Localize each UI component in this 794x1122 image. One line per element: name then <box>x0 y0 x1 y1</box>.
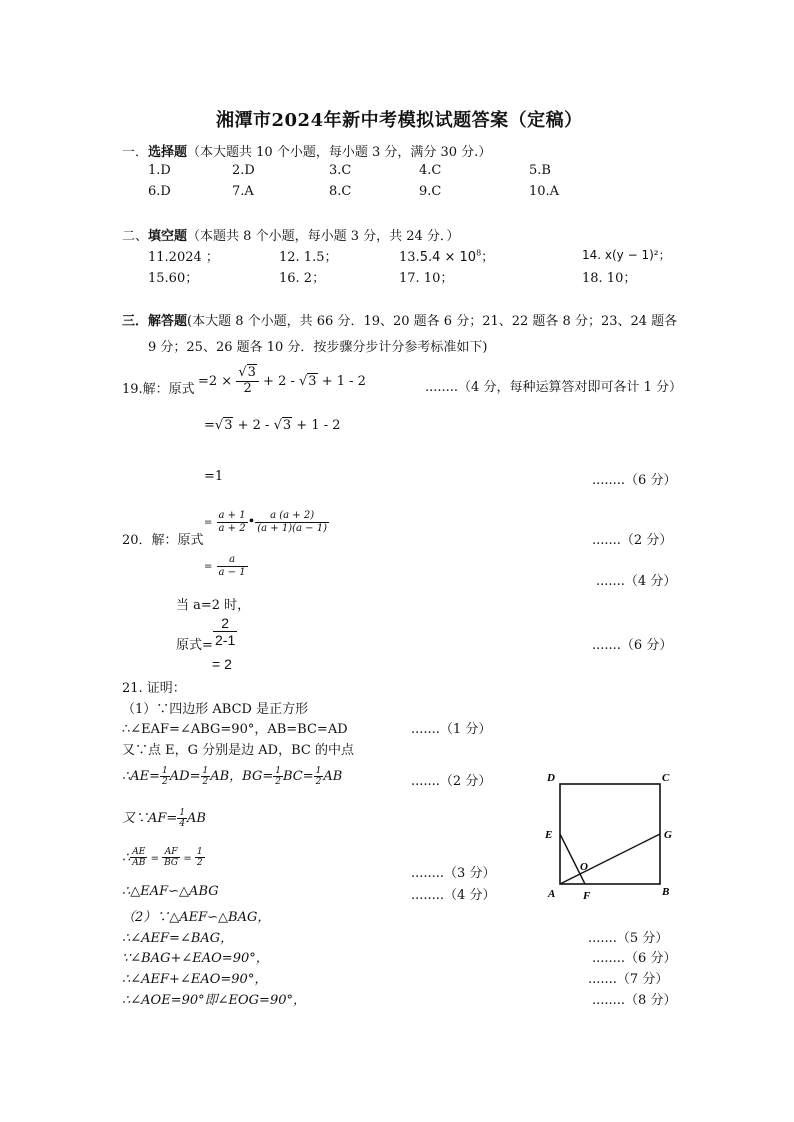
answer-2: 2.D <box>232 163 255 178</box>
answer-12: 12. 1.5； <box>279 250 338 265</box>
q21-p6 <box>122 847 205 869</box>
q21-half-2-den: 2 <box>202 777 209 787</box>
q20-f2-num: a (a + 2) <box>255 510 329 523</box>
q20-f4-num: 2 <box>213 615 237 632</box>
q20-eq2: = <box>204 561 213 573</box>
q21-p6-f3-num: 1 <box>196 847 203 857</box>
q20-f3-den: a − 1 <box>218 566 246 578</box>
section1-heading <box>122 141 491 160</box>
answer-13-exponent: 8 <box>476 248 482 258</box>
q21-p6-f2 <box>162 847 180 869</box>
q20-f4-den: 2-1 <box>215 632 236 649</box>
q19-line1: =2 × $\frac{√3}{2}$ + 2 - √3 + 1 - 2 <box>198 365 366 396</box>
label-o: O <box>580 861 588 873</box>
answer-15: 15.60； <box>148 271 199 286</box>
square-figure <box>538 768 688 904</box>
q20-when: 当 a=2 时， <box>176 598 251 613</box>
answer-18: 18. 10； <box>582 271 637 286</box>
answer-10: 10.A <box>529 184 560 199</box>
q21-p5-b: AB <box>187 811 206 826</box>
q21-p4-d: BC= <box>282 769 314 784</box>
q19-fraction-num: √3 <box>236 366 259 382</box>
q19-score2: ........（6 分） <box>592 473 677 488</box>
q20-line1 <box>204 510 329 534</box>
q21-p6-f2-num: AF <box>162 847 180 858</box>
q21-p2-score: .......（1 分） <box>411 722 492 737</box>
q21-half-2-num: 1 <box>202 765 209 776</box>
q20-fraction2 <box>255 510 329 534</box>
q19-l1-pre: =2 × <box>198 373 237 389</box>
q20-dot: • <box>247 514 256 530</box>
label-e: E <box>545 829 553 841</box>
q21-p6-f1-den: AB <box>132 858 146 869</box>
answer-7: 7.A <box>232 184 254 199</box>
q21-p6-f2-den: BG <box>164 858 179 869</box>
q20-fraction4 <box>213 615 237 648</box>
q21-p6-f3 <box>195 847 205 869</box>
answer-13 <box>399 246 494 265</box>
q19-l2-pre: = <box>204 418 215 433</box>
answer-13-prefix: 13. <box>399 250 420 265</box>
q20-eq: = <box>204 517 213 529</box>
q20-score2: .......（4 分） <box>596 574 677 589</box>
label-a: A <box>548 888 556 900</box>
q21-quarter-num: 1 <box>179 807 186 818</box>
q19-fraction <box>236 366 259 397</box>
q19-l2-radicand2: 3 <box>282 418 292 433</box>
q21-p6-eq2: = <box>180 853 195 865</box>
label-g: G <box>664 829 672 841</box>
answer-3: 3.C <box>329 163 352 178</box>
answer-14: 14. x(y − 1)²； <box>582 248 671 262</box>
section1-desc: （本大题共 10 个小题，每小题 3 分，满分 30 分.） <box>187 145 492 160</box>
section2-heading <box>122 225 459 244</box>
section1-title: 选择题 <box>148 145 188 160</box>
section3-desc: (本大题 8 个小题，共 66 分．19、20 题各 6 分；21、22 题各 8 分；23、24 题各 <box>187 314 678 329</box>
q21-half-4-num: 1 <box>315 765 322 776</box>
answer-17: 17. 10； <box>399 271 454 286</box>
q21-half-4 <box>314 766 324 788</box>
q21-label: 21. 证明： <box>122 681 186 696</box>
q21-p7: ∴△EAF∽△ABG <box>122 884 219 899</box>
q21-p4-score: .......（2 分） <box>411 774 492 789</box>
q21-p6-f3-den: 2 <box>196 858 203 869</box>
q19-l1-radicand: 3 <box>308 373 317 389</box>
q20-f2-den: (a + 1)(a − 1) <box>257 522 327 534</box>
q19-line3: =1 <box>204 469 224 484</box>
q19-l2-mid: + 2 - <box>233 418 274 433</box>
q20-f3-num: a <box>217 554 248 567</box>
q21-p5 <box>122 807 206 829</box>
q21-p4-b: AD= <box>169 769 201 784</box>
q21-p7-score: ........（4 分） <box>411 888 496 903</box>
q21-half-3-den: 2 <box>275 777 281 787</box>
q20-f1-den: a + 2 <box>218 522 246 534</box>
section2-desc: （本题共 8 个小题，每小题 3 分，共 24 分．） <box>187 229 460 244</box>
q21-half-3 <box>273 766 283 788</box>
q19-l1-post: + 2 - <box>258 373 299 389</box>
section3-desc-line2: 9 分；25、26 题各 10 分．按步骤分步计分参考标准如下) <box>148 340 488 355</box>
segment-ag <box>560 834 660 884</box>
q20-orig: 原式= <box>176 638 213 653</box>
q21-half-2 <box>201 766 211 788</box>
section1-number: 一． <box>122 145 149 160</box>
segment-ef <box>560 834 585 884</box>
q21-p8: （2）∵△AEF∽△BAG， <box>122 910 271 925</box>
q21-p6-a: ∴ <box>122 850 131 866</box>
answer-1: 1.D <box>148 163 171 178</box>
label-b: B <box>662 886 670 898</box>
q19-label: 19.解：原式 <box>122 382 195 397</box>
q21-quarter <box>177 808 187 830</box>
q20-score3: .......（6 分） <box>592 638 673 653</box>
answer-6: 6.D <box>148 184 171 199</box>
q21-p4 <box>122 765 342 787</box>
q21-p4-c: AB，BG= <box>210 769 274 784</box>
section3-title: 解答题 <box>148 314 188 329</box>
page-title: 湘潭市2024年新中考模拟试题答案（定稿） <box>216 110 583 131</box>
q21-p9-score: .......（5 分） <box>588 931 669 946</box>
q19-fraction-den: 2 <box>243 380 252 396</box>
q21-quarter-den: 4 <box>179 819 186 829</box>
q20-f1-num: a + 1 <box>218 510 246 521</box>
q19-l2-tail: + 1 - 2 <box>292 418 341 433</box>
q21-p6-f1 <box>130 847 147 869</box>
answer-13-suffix: ； <box>481 250 495 265</box>
q21-p11-score: .......（7 分） <box>588 972 669 987</box>
q21-half-1-den: 2 <box>162 777 168 787</box>
q21-p10: ∵∠BAG+∠EAO=90°， <box>122 951 269 966</box>
q21-p11: ∴∠AEF+∠EAO=90°， <box>122 972 268 987</box>
q19-line2: =√3 + 2 - √3 + 1 - 2 <box>204 418 341 433</box>
q21-p2: ∴∠EAF=∠ABG=90°，AB=BC=AD <box>122 722 348 737</box>
q20-fraction1 <box>217 510 248 534</box>
q21-p6-eq: = <box>147 853 163 865</box>
q21-p1: （1）∵四边形 ABCD 是正方形 <box>122 702 309 717</box>
q21-p4-a: ∴AE= <box>122 769 161 784</box>
q21-p6-score: ........（3 分） <box>411 866 496 881</box>
q20-f4 <box>213 615 237 648</box>
square-abcd <box>560 784 660 884</box>
q20-label: 20．解：原式 <box>122 533 204 548</box>
q21-half-1-num: 1 <box>162 765 168 776</box>
q20-line2 <box>204 554 248 578</box>
section3-heading <box>122 310 677 329</box>
q21-p5-a: 又∵AF= <box>122 811 178 826</box>
section2-title: 填空题 <box>148 229 188 244</box>
q20-result: = 2 <box>212 656 232 672</box>
q21-half-1 <box>160 766 170 788</box>
q20-fraction3 <box>217 554 248 578</box>
q21-p12: ∴∠AOE=90°即∠EOG=90°， <box>122 993 306 1008</box>
q19-score1: ........（4 分，每种运算答对即可各计 1 分） <box>425 380 682 395</box>
section2-number: 二、 <box>122 229 149 244</box>
answer-13-value: 5.4 × 10 <box>419 250 477 265</box>
answer-9: 9.C <box>419 184 442 199</box>
q19-l1-tail: + 1 - 2 <box>317 373 366 389</box>
q20-score1: .......（2 分） <box>592 533 673 548</box>
q21-half-4-den: 2 <box>315 777 322 787</box>
section3-number: 三． <box>122 314 149 329</box>
label-c: C <box>662 772 670 784</box>
label-d: D <box>547 772 555 784</box>
answer-16: 16. 2； <box>279 271 326 286</box>
q21-p4-e: AB <box>323 769 343 784</box>
label-f: F <box>583 890 591 902</box>
answer-4: 4.C <box>419 163 442 178</box>
q21-p12-score: ........（8 分） <box>592 993 677 1008</box>
q21-p10-score: ........（6 分） <box>592 951 677 966</box>
q21-p6-f1-num: AE <box>130 847 147 858</box>
q19-l2-radicand1: 3 <box>224 418 233 433</box>
q21-p3: 又∵点 E，G 分别是边 AD，BC 的中点 <box>122 743 354 758</box>
q21-half-3-num: 1 <box>275 765 281 776</box>
q21-p9: ∴∠AEF=∠BAG， <box>122 931 234 946</box>
q19-fraction-num-radicand: 3 <box>247 365 256 380</box>
answer-5: 5.B <box>529 163 551 178</box>
answer-11: 11.2024 ； <box>148 250 219 265</box>
answer-8: 8.C <box>329 184 352 199</box>
